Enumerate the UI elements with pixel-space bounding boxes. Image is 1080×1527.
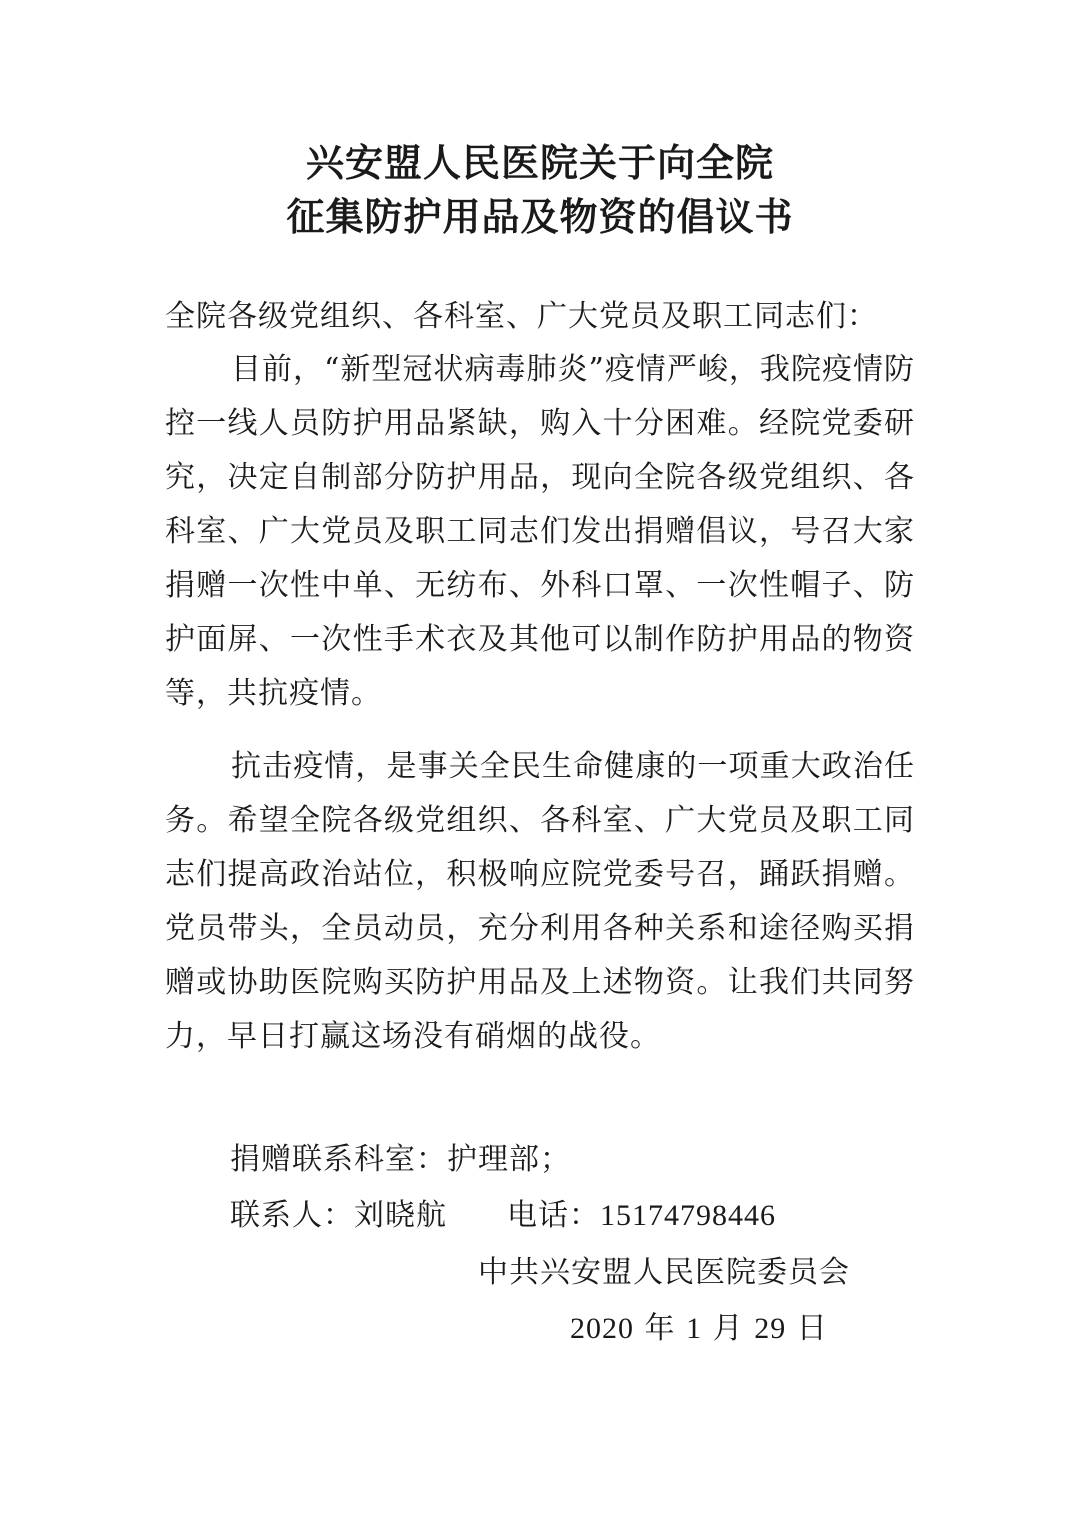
paragraph-1: 目前，“新型冠状病毒肺炎”疫情严峻，我院疫情防控一线人员防护用品紧缺，购入十分困难。经院党委研究，决定自制部分防护用品，现向全院各级党组织、各科室、广大党员及职工同志们发出捐赠倡议，号召大家捐赠一次性中单、无纺布、外科口罩、一次性帽子、防护面屏、一次性手术衣及其他可以制作防护用品的物资等，共抗疫情。 bbox=[165, 352, 915, 711]
paragraph-2: 抗击疫情，是事关全民生命健康的一项重大政治任务。希望全院各级党组织、各科室、广大党员及职工同志们提高政治站位，积极响应院党委号召，踊跃捐赠。党员带头，全员动员，充分利用各种关系和途径购买捐赠或协助医院购买防护用品及上述物资。让我们共同努力，早日打赢这场没有硝烟的战役。 bbox=[165, 749, 915, 1054]
date-year-unit: 年 bbox=[644, 1311, 676, 1346]
title-line-2: 征集防护用品及物资的倡议书 bbox=[286, 194, 794, 239]
date-day: 29 bbox=[754, 1312, 787, 1345]
date-month-unit: 月 bbox=[712, 1311, 744, 1346]
date-month: 1 bbox=[686, 1312, 703, 1345]
contact-phone-value: 15174798446 bbox=[600, 1199, 776, 1232]
date-day-unit: 日 bbox=[796, 1311, 828, 1346]
contact-dept-value: 护理部； bbox=[447, 1142, 571, 1177]
document-date bbox=[570, 1309, 828, 1349]
contact-phone bbox=[507, 1198, 776, 1233]
contact-dept-label: 捐赠联系科室： bbox=[230, 1142, 447, 1177]
date-year: 2020 bbox=[570, 1312, 634, 1345]
contact-person-label: 联系人： bbox=[230, 1198, 354, 1233]
salutation: 全院各级党组织、各科室、广大党员及职工同志们： bbox=[165, 299, 878, 334]
contact-department bbox=[230, 1140, 571, 1180]
contact-phone-label: 电话： bbox=[507, 1198, 600, 1233]
signature-organization: 中共兴安盟人民医院委员会 bbox=[478, 1255, 850, 1290]
contact-person-value: 刘晓航 bbox=[354, 1198, 447, 1233]
contact-person-line bbox=[230, 1196, 776, 1236]
title-line-1: 兴安盟人民医院关于向全院 bbox=[305, 140, 774, 185]
